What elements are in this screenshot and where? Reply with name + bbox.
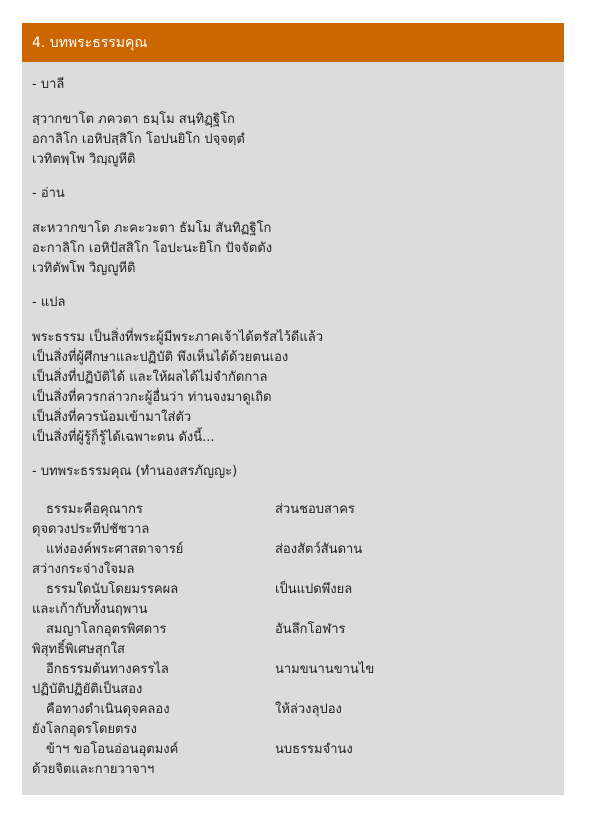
chant-verses: [32, 500, 564, 780]
chant-right: ให้ล่วงลุปอง: [275, 702, 342, 717]
chant-continuation: ดุจดวงประทีปชัชวาล: [32, 522, 150, 537]
verse-line: อกาลิโก เอหิปสฺสิโก โอปนยิโก ปจฺจตฺตํ: [32, 132, 245, 147]
translation-line: เป็นสิ่งที่ผู้รู้ก็รู้ได้เฉพาะตน ดังนี้...: [32, 430, 215, 445]
content-panel: [22, 23, 564, 795]
verse-line: สะหวากขาโต ภะคะวะตา ธัมโม สันทิฏฐิโก: [32, 221, 272, 236]
chant-right: เป็นแปดพึงยล: [275, 582, 353, 597]
chant-continuation: และเก้ากับทั้งนฤพาน: [32, 602, 148, 617]
verse-line: อะกาลิโก เอหิปัสสิโก โอปะนะยิโก ปัจจัตตัง: [32, 241, 273, 256]
chant-right: ส่วนชอบสาคร: [275, 502, 355, 517]
header-title: 4. บทพระธรรมคุณ: [32, 35, 148, 51]
chant-right: ส่องสัตว์สันดาน: [275, 542, 363, 557]
chant-section: [32, 462, 564, 780]
translation-line: พระธรรม เป็นสิ่งที่พระผู้มีพระภาคเจ้าได้ตรัสไว้ดีแล้ว: [32, 330, 324, 345]
chant-continuation: พิสุทธิ์พิเศษสุกใส: [32, 642, 125, 657]
verse-paragraph: [32, 219, 564, 279]
chant-left: สมญาโลกอุตรพิศดาร: [46, 622, 167, 637]
chant-right: อันลึกโอฬาร: [275, 622, 346, 637]
chant-left: อีกธรรมต้นทางครรไล: [46, 662, 169, 677]
chant-left: คือทางดำเนินดุจคลอง: [46, 702, 170, 717]
verse-line: เวทิตพฺโพ วิญฺญูหีติ: [32, 152, 136, 167]
chant-left: แห่งองค์พระศาสดาจารย์: [46, 542, 184, 557]
verse-line: สฺวากขาโต ภควตา ธมฺโม สนฺทิฏฺฐิโก: [32, 112, 235, 127]
chant-row: [32, 740, 564, 760]
section-title: - อ่าน: [32, 186, 65, 201]
chant-continuation: ยังโลกอุดรโดยตรง: [32, 722, 137, 737]
verse-line: เวทิตัพโพ วิญญูหีติ: [32, 261, 136, 276]
verse-paragraph: [32, 110, 564, 170]
chant-right: นบธรรมจำนง: [275, 742, 353, 757]
translation-line: เป็นสิ่งที่ควรกล่าวกะผู้อื่นว่า ท่านจงมาดูเถิด: [32, 390, 272, 405]
chant-row: [32, 540, 564, 560]
reading-section: [32, 184, 564, 279]
chant-row: [32, 700, 564, 720]
chant-row: [32, 660, 564, 680]
content-body: [22, 62, 564, 780]
chant-continuation: ปฏิบัติปฏิยัติเป็นสอง: [32, 682, 143, 697]
translation-paragraph: [32, 328, 564, 448]
translation-line: เป็นสิ่งที่ควรน้อมเข้ามาใส่ตัว: [32, 410, 192, 425]
chant-row: [32, 500, 564, 520]
chant-left: ธรรมใดนับโดยมรรคผล: [46, 582, 179, 597]
section-title: - บาลี: [32, 77, 65, 92]
chant-continuation: ด้วยจิตและกายวาจาฯ: [32, 762, 155, 777]
section-title: - แปล: [32, 295, 66, 310]
chant-row: [32, 620, 564, 640]
translation-line: เป็นสิ่งที่ผู้ศึกษาและปฏิบัติ พึงเห็นได้ด้วยตนเอง: [32, 350, 289, 365]
chant-right: นามขนานขานไข: [275, 662, 375, 677]
pali-section: [32, 75, 564, 170]
translation-line: เป็นสิ่งที่ปฏิบัติได้ และให้ผลได้ไม่จำกัดกาล: [32, 370, 268, 385]
chant-row: [32, 580, 564, 600]
chant-left: ข้าฯ ขอโอนอ่อนอุตมงค์: [46, 742, 179, 757]
translation-section: [32, 293, 564, 448]
section-header: [22, 23, 564, 62]
section-title: - บทพระธรรมคุณ (ทำนองสรภัญญะ): [32, 464, 238, 479]
chant-continuation: สว่างกระจ่างใจมล: [32, 562, 135, 577]
chant-left: ธรรมะคือคุณากร: [46, 502, 143, 517]
